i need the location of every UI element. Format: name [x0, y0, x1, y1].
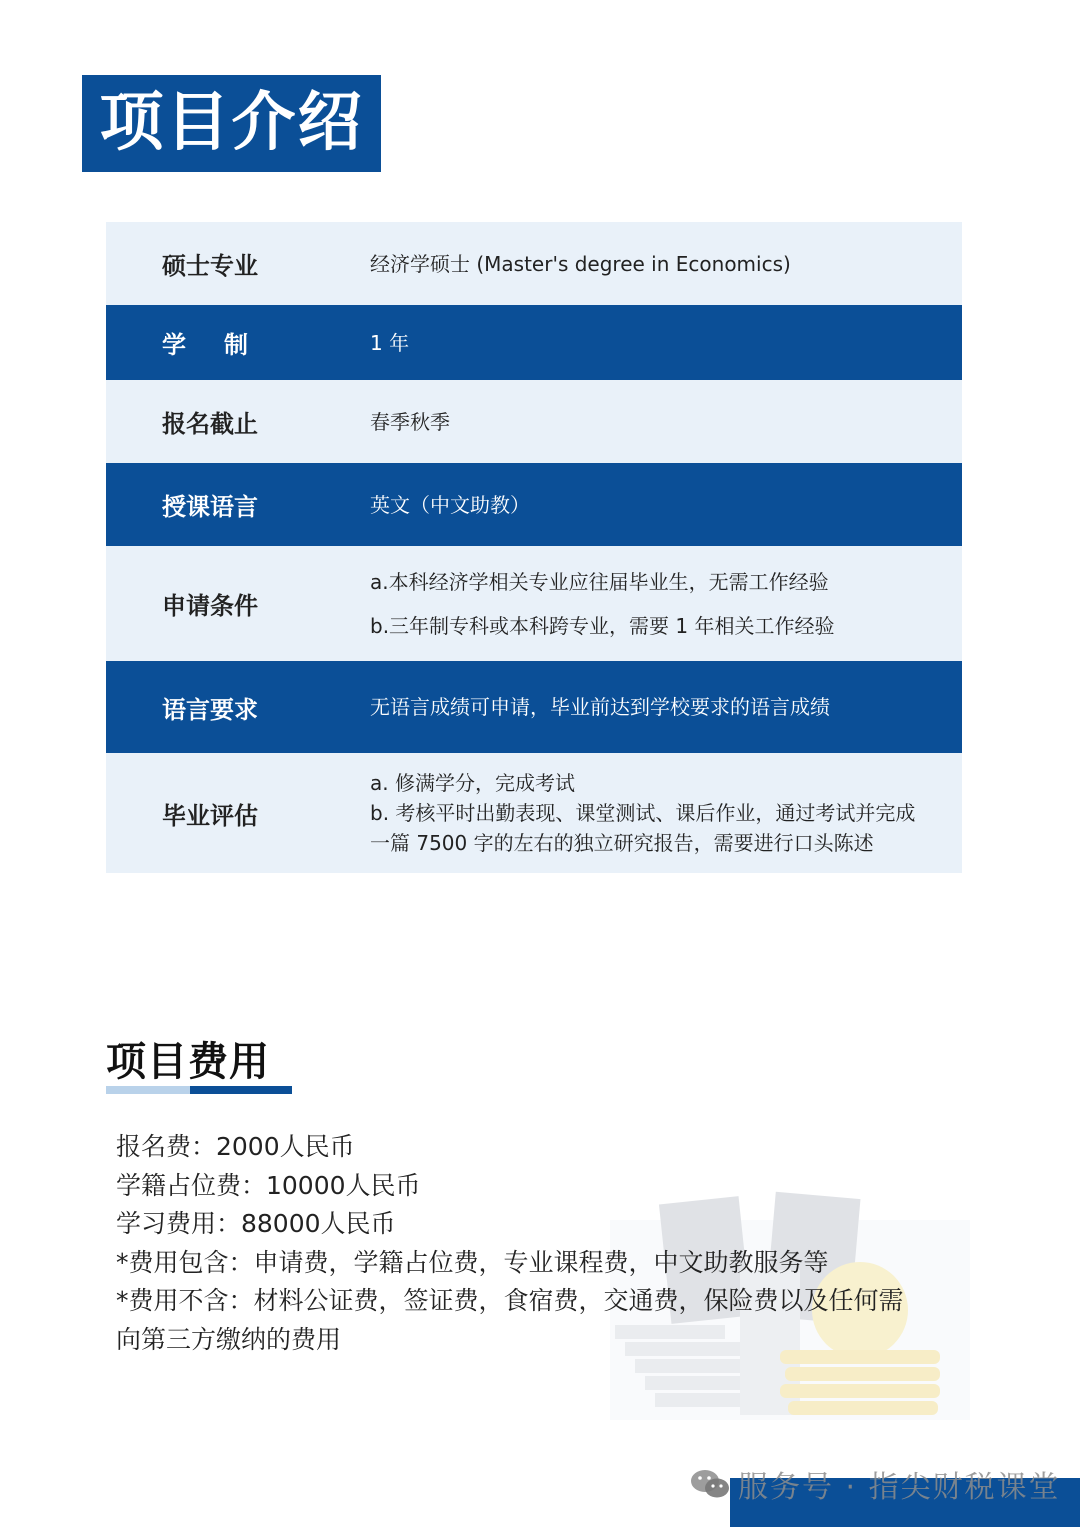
requirement-line: b.三年制专科或本科跨专业，需要 1 年相关工作经验	[370, 613, 835, 638]
fee-item-deposit: 学籍占位费：10000人民币	[116, 1170, 421, 1200]
table-row-requirements	[106, 546, 962, 661]
row-value: 春季秋季	[370, 409, 450, 434]
watermark-text: 服务号 · 指尖财税课堂	[738, 1470, 1061, 1505]
graduation-line: 一篇 7500 字的左右的独立研究报告，需要进行口头陈述	[370, 831, 874, 855]
graduation-line: a. 修满学分，完成考试	[370, 771, 575, 795]
row-label: 硕士专业	[162, 252, 258, 280]
row-label: 学制	[162, 331, 286, 359]
graduation-line: b. 考核平时出勤表现、课堂测试、课后作业，通过考试并完成	[370, 801, 916, 825]
row-value: 无语言成绩可申请，毕业前达到学校要求的语言成绩	[370, 695, 830, 719]
row-label: 报名截止	[162, 410, 258, 438]
program-info-table	[106, 222, 962, 873]
row-value	[370, 768, 962, 858]
fee-item-excluded-cont: 向第三方缴纳的费用	[116, 1324, 342, 1354]
row-value: 英文（中文助教）	[370, 492, 530, 517]
table-row-graduation	[106, 753, 962, 873]
wechat-icon	[690, 1467, 730, 1501]
fees-title: 项目费用	[106, 1039, 270, 1085]
row-label: 语言要求	[162, 695, 258, 724]
table-row-duration	[106, 305, 962, 380]
row-value: 1 年	[370, 330, 410, 355]
fee-item-included: *费用包含：申请费，学籍占位费，专业课程费，中文助教服务等	[116, 1247, 829, 1277]
requirement-line: a.本科经济学相关专业应往届毕业生，无需工作经验	[370, 569, 829, 594]
fee-item-tuition: 学习费用：88000人民币	[116, 1209, 396, 1239]
intro-title: 项目介绍	[82, 75, 381, 172]
row-label: 毕业评估	[162, 801, 258, 830]
row-value: 经济学硕士 (Master's degree in Economics)	[370, 251, 791, 276]
table-row-deadline	[106, 380, 962, 463]
fee-item-registration: 报名费：2000人民币	[116, 1132, 355, 1161]
fees-list	[116, 1128, 976, 1360]
row-label: 授课语言	[162, 493, 258, 521]
watermark	[690, 1464, 1061, 1504]
fees-title-underline	[106, 1086, 292, 1094]
table-row-language	[106, 463, 962, 546]
table-row-language-requirement	[106, 661, 962, 753]
row-value	[370, 567, 962, 641]
table-row-major	[106, 222, 962, 305]
row-label: 申请条件	[162, 592, 258, 620]
fee-item-excluded: *费用不含：材料公证费，签证费，食宿费，交通费，保险费以及任何需	[116, 1286, 904, 1316]
